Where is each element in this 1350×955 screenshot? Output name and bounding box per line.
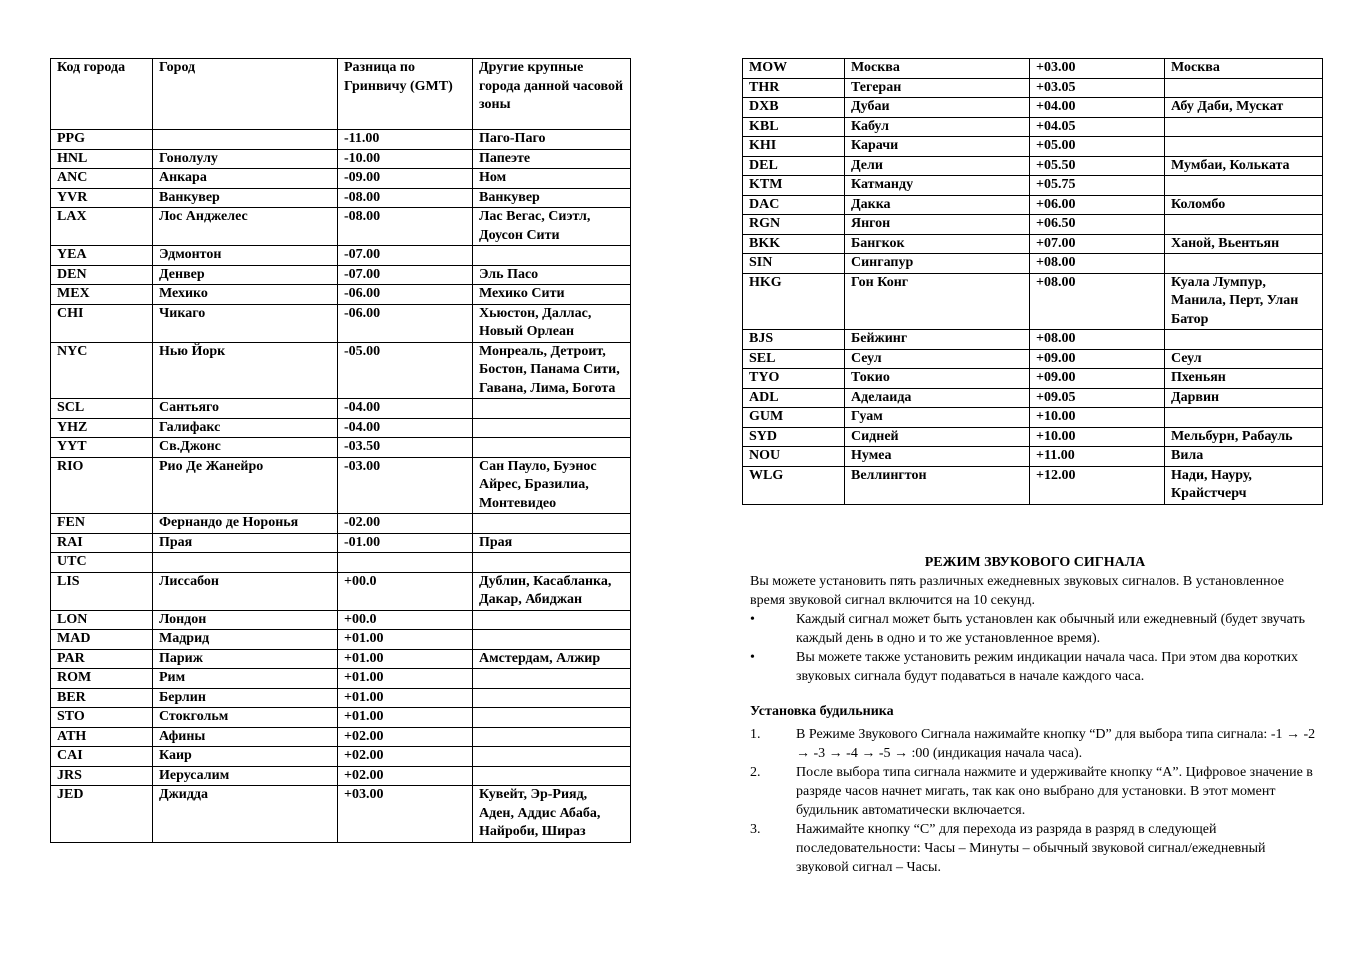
alarm-intro: Вы можете установить пять различных ежедневных звуковых сигналов. В установленное время звуковой сигнал включится на 10 секунд. — [750, 574, 1284, 608]
table-header-row — [51, 59, 631, 130]
other-cities-cell — [473, 727, 631, 747]
city-code-cell: STO — [51, 708, 153, 728]
city-name-cell: Афины — [153, 727, 338, 747]
city-code-cell: SYD — [743, 427, 845, 447]
other-cities-cell — [473, 514, 631, 534]
table-row — [51, 630, 631, 650]
other-cities-cell: Мумбаи, Кольката — [1165, 156, 1323, 176]
gmt-offset-cell: +04.05 — [1030, 117, 1165, 137]
bullet-text: Вы можете также установить режим индикации начала часа. При этом два коротких звуковых сигнала будут подаваться в начале каждого часа. — [796, 650, 1299, 684]
city-name-cell: Лос Анджелес — [153, 208, 338, 246]
other-cities-cell: Хьюстон, Даллас, Новый Орлеан — [473, 304, 631, 342]
other-cities-cell: Амстердам, Алжир — [473, 649, 631, 669]
gmt-offset-cell: +01.00 — [338, 688, 473, 708]
gmt-offset-cell: -03.00 — [338, 457, 473, 514]
other-cities-cell: Сан Пауло, Буэнос Айрес, Бразилиа, Монтевидео — [473, 457, 631, 514]
other-cities-cell: Абу Даби, Мускат — [1165, 98, 1323, 118]
other-cities-cell: Папеэте — [473, 149, 631, 169]
city-code-cell: GUM — [743, 408, 845, 428]
gmt-offset-cell: +07.00 — [1030, 234, 1165, 254]
city-code-cell: FEN — [51, 514, 153, 534]
gmt-offset-cell: +01.00 — [338, 630, 473, 650]
other-cities-cell — [473, 688, 631, 708]
gmt-offset-cell: -03.50 — [338, 438, 473, 458]
table-row — [51, 418, 631, 438]
gmt-offset-cell: -02.00 — [338, 514, 473, 534]
city-code-cell: HNL — [51, 149, 153, 169]
table-row — [51, 149, 631, 169]
other-cities-cell: Монреаль, Детроит, Бостон, Панама Сити, Гавана, Лима, Богота — [473, 342, 631, 399]
other-cities-cell: Москва — [1165, 59, 1323, 79]
other-cities-cell: Куала Лумпур, Манила, Перт, Улан Батор — [1165, 273, 1323, 330]
city-code-cell: RAI — [51, 533, 153, 553]
other-cities-cell — [473, 438, 631, 458]
gmt-offset-cell: -08.00 — [338, 188, 473, 208]
city-name-cell: Лиссабон — [153, 572, 338, 610]
gmt-offset-cell: +02.00 — [338, 766, 473, 786]
table-row — [51, 786, 631, 843]
table-row — [743, 78, 1323, 98]
other-cities-cell — [1165, 254, 1323, 274]
city-name-cell: Иерусалим — [153, 766, 338, 786]
city-name-cell — [153, 553, 338, 573]
table-row — [743, 447, 1323, 467]
city-code-cell: ANC — [51, 169, 153, 189]
gmt-offset-cell: -11.00 — [338, 130, 473, 150]
setup-title: Установка будильника — [750, 704, 894, 719]
gmt-offset-cell: +03.00 — [338, 786, 473, 843]
city-code-cell: CHI — [51, 304, 153, 342]
city-name-cell: Бейжинг — [845, 330, 1030, 350]
table-row — [743, 427, 1323, 447]
city-name-cell: Фернандо де Норонья — [153, 514, 338, 534]
city-code-cell: BER — [51, 688, 153, 708]
gmt-offset-cell: -07.00 — [338, 246, 473, 266]
other-cities-cell: Прая — [473, 533, 631, 553]
city-code-cell: ADL — [743, 388, 845, 408]
gmt-offset-cell: +10.00 — [1030, 408, 1165, 428]
gmt-offset-cell: +10.00 — [1030, 427, 1165, 447]
city-code-cell: YEA — [51, 246, 153, 266]
table-row — [51, 766, 631, 786]
table-row — [743, 215, 1323, 235]
city-code-cell: ATH — [51, 727, 153, 747]
gmt-offset-cell: -05.00 — [338, 342, 473, 399]
city-name-cell: Гон Конг — [845, 273, 1030, 330]
alarm-section — [750, 553, 1320, 877]
other-cities-cell — [1165, 408, 1323, 428]
gmt-offset-cell: +03.05 — [1030, 78, 1165, 98]
city-code-cell: NYC — [51, 342, 153, 399]
table-row — [51, 399, 631, 419]
table-row — [743, 273, 1323, 330]
table-row — [743, 369, 1323, 389]
table-row — [51, 610, 631, 630]
step-item — [750, 763, 1320, 820]
gmt-offset-cell: +11.00 — [1030, 447, 1165, 467]
city-name-cell: Веллингтон — [845, 466, 1030, 504]
timezone-table-left — [50, 58, 631, 843]
city-code-cell: ROM — [51, 669, 153, 689]
gmt-offset-cell: +04.00 — [1030, 98, 1165, 118]
gmt-offset-cell: +00.0 — [338, 572, 473, 610]
city-name-cell: Дакка — [845, 195, 1030, 215]
table-row — [743, 117, 1323, 137]
table-row — [51, 727, 631, 747]
city-name-cell: Кабул — [845, 117, 1030, 137]
step-text: Нажимайте кнопку “C” для перехода из разряда в разряд в следующей последовательности: Часы – Минуты – обычный звуковой сигнал/ежедневный звуковой сигнал – Часы. — [796, 822, 1266, 875]
step-item — [750, 725, 1320, 763]
city-name-cell: Сеул — [845, 349, 1030, 369]
city-name-cell: Янгон — [845, 215, 1030, 235]
table-row — [743, 330, 1323, 350]
other-cities-cell: Мехико Сити — [473, 285, 631, 305]
table-row — [743, 137, 1323, 157]
table-row — [743, 156, 1323, 176]
city-name-cell: Мехико — [153, 285, 338, 305]
other-cities-cell — [1165, 137, 1323, 157]
gmt-offset-cell: +06.50 — [1030, 215, 1165, 235]
gmt-offset-cell: +09.00 — [1030, 369, 1165, 389]
city-code-cell: WLG — [743, 466, 845, 504]
city-code-cell: PAR — [51, 649, 153, 669]
other-cities-cell — [1165, 117, 1323, 137]
city-code-cell: DXB — [743, 98, 845, 118]
gmt-offset-cell: +01.00 — [338, 649, 473, 669]
table-row — [51, 457, 631, 514]
city-code-cell: RIO — [51, 457, 153, 514]
table-row — [51, 304, 631, 342]
city-code-cell: MOW — [743, 59, 845, 79]
city-name-cell: Чикаго — [153, 304, 338, 342]
other-cities-cell: Вила — [1165, 447, 1323, 467]
other-cities-cell — [473, 610, 631, 630]
table-row — [51, 169, 631, 189]
city-name-cell: Мадрид — [153, 630, 338, 650]
city-name-cell: Сантьяго — [153, 399, 338, 419]
city-name-cell: Эдмонтон — [153, 246, 338, 266]
other-cities-cell — [473, 669, 631, 689]
other-cities-cell: Ванкувер — [473, 188, 631, 208]
bullet-marker: • — [750, 650, 755, 665]
gmt-offset-cell: +03.00 — [1030, 59, 1165, 79]
city-code-cell: JRS — [51, 766, 153, 786]
table-row — [51, 572, 631, 610]
other-cities-cell: Пхеньян — [1165, 369, 1323, 389]
city-name-cell: Карачи — [845, 137, 1030, 157]
city-name-cell: Катманду — [845, 176, 1030, 196]
city-name-cell: Ванкувер — [153, 188, 338, 208]
table-row — [51, 688, 631, 708]
city-code-cell: PPG — [51, 130, 153, 150]
step-text: В Режиме Звукового Сигнала нажимайте кнопку “D” для выбора типа сигнала: -1 → -2 → -3 → -4 → -5 → :00 (индикация начала часа). — [796, 727, 1316, 761]
table-row — [51, 514, 631, 534]
other-cities-cell — [473, 747, 631, 767]
city-name-cell — [153, 130, 338, 150]
city-code-cell: KTM — [743, 176, 845, 196]
table-row — [743, 195, 1323, 215]
city-name-cell: Прая — [153, 533, 338, 553]
other-cities-cell: Паго-Паго — [473, 130, 631, 150]
other-cities-cell — [473, 766, 631, 786]
city-code-cell: NOU — [743, 447, 845, 467]
city-name-cell: Лондон — [153, 610, 338, 630]
city-name-cell: Рим — [153, 669, 338, 689]
city-name-cell: Галифакс — [153, 418, 338, 438]
table-row — [743, 234, 1323, 254]
city-name-cell: Гуам — [845, 408, 1030, 428]
bullet-item — [750, 610, 1320, 648]
other-cities-cell — [473, 708, 631, 728]
city-code-cell: BKK — [743, 234, 845, 254]
table-row — [743, 349, 1323, 369]
city-code-cell: BJS — [743, 330, 845, 350]
bullet-item — [750, 648, 1320, 686]
alarm-title: РЕЖИМ ЗВУКОВОГО СИГНАЛА — [924, 555, 1146, 570]
city-name-cell: Св.Джонс — [153, 438, 338, 458]
step-number: 1. — [750, 727, 761, 742]
city-code-cell: DAC — [743, 195, 845, 215]
gmt-offset-cell: +05.75 — [1030, 176, 1165, 196]
city-name-cell: Рио Де Жанейро — [153, 457, 338, 514]
city-code-cell: SCL — [51, 399, 153, 419]
city-name-cell: Бангкок — [845, 234, 1030, 254]
table-row — [743, 254, 1323, 274]
gmt-offset-cell: -07.00 — [338, 265, 473, 285]
other-cities-cell: Лас Вегас, Сиэтл, Доусон Сити — [473, 208, 631, 246]
city-name-cell: Каир — [153, 747, 338, 767]
bullet-text: Каждый сигнал может быть установлен как обычный или ежедневный (будет звучать каждый день в одно и то же установленное время). — [796, 612, 1305, 646]
step-item — [750, 820, 1320, 877]
gmt-offset-cell: -09.00 — [338, 169, 473, 189]
gmt-offset-cell: +09.05 — [1030, 388, 1165, 408]
gmt-offset-cell — [338, 553, 473, 573]
other-cities-cell — [1165, 78, 1323, 98]
city-name-cell: Москва — [845, 59, 1030, 79]
other-cities-cell: Дублин, Касабланка, Дакар, Абиджан — [473, 572, 631, 610]
table-row — [51, 246, 631, 266]
city-code-cell: JED — [51, 786, 153, 843]
other-cities-cell: Ном — [473, 169, 631, 189]
other-cities-cell — [473, 630, 631, 650]
other-cities-cell: Ханой, Вьентьян — [1165, 234, 1323, 254]
other-cities-cell — [1165, 215, 1323, 235]
table-row — [51, 747, 631, 767]
gmt-offset-cell: +09.00 — [1030, 349, 1165, 369]
table-row — [743, 388, 1323, 408]
gmt-offset-cell: +00.0 — [338, 610, 473, 630]
table-row — [51, 208, 631, 246]
city-name-cell: Джидда — [153, 786, 338, 843]
city-name-cell: Гонолулу — [153, 149, 338, 169]
table-row — [743, 98, 1323, 118]
city-name-cell: Аделаида — [845, 388, 1030, 408]
city-code-cell: SIN — [743, 254, 845, 274]
city-name-cell: Сидней — [845, 427, 1030, 447]
city-name-cell: Париж — [153, 649, 338, 669]
table-row — [743, 408, 1323, 428]
city-code-cell: RGN — [743, 215, 845, 235]
gmt-offset-cell: +01.00 — [338, 708, 473, 728]
other-cities-cell: Мельбурн, Рабауль — [1165, 427, 1323, 447]
city-code-cell: MEX — [51, 285, 153, 305]
city-code-cell: HKG — [743, 273, 845, 330]
city-name-cell: Тегеран — [845, 78, 1030, 98]
city-code-cell: DEN — [51, 265, 153, 285]
city-code-cell: TYO — [743, 369, 845, 389]
city-code-cell: YVR — [51, 188, 153, 208]
other-cities-cell: Нади, Науру, Крайстчерч — [1165, 466, 1323, 504]
other-cities-cell: Кувейт, Эр-Рияд, Аден, Аддис Абаба, Найроби, Шираз — [473, 786, 631, 843]
gmt-offset-cell: +05.00 — [1030, 137, 1165, 157]
other-cities-cell — [473, 399, 631, 419]
table-row — [51, 265, 631, 285]
city-name-cell: Денвер — [153, 265, 338, 285]
table-row — [51, 669, 631, 689]
other-cities-cell — [1165, 330, 1323, 350]
column-header: Разница по Гринвичу (GMT) — [338, 59, 473, 130]
bullet-marker: • — [750, 612, 755, 627]
city-name-cell: Нумеа — [845, 447, 1030, 467]
city-code-cell: LAX — [51, 208, 153, 246]
gmt-offset-cell: -06.00 — [338, 304, 473, 342]
table-row — [51, 553, 631, 573]
other-cities-cell: Эль Пасо — [473, 265, 631, 285]
other-cities-cell: Сеул — [1165, 349, 1323, 369]
column-header: Другие крупные города данной часовой зоны — [473, 59, 631, 130]
table-row — [51, 285, 631, 305]
city-name-cell: Токио — [845, 369, 1030, 389]
city-code-cell: LON — [51, 610, 153, 630]
city-name-cell: Дели — [845, 156, 1030, 176]
column-header: Код города — [51, 59, 153, 130]
gmt-offset-cell: +02.00 — [338, 747, 473, 767]
step-text: После выбора типа сигнала нажмите и удерживайте кнопку “A”. Цифровое значение в разряде часов начнет мигать, так как оно выбрано для установки. В этот момент будильник автоматически включается. — [796, 765, 1313, 818]
city-code-cell: THR — [743, 78, 845, 98]
gmt-offset-cell: -10.00 — [338, 149, 473, 169]
gmt-offset-cell: +08.00 — [1030, 330, 1165, 350]
city-code-cell: MAD — [51, 630, 153, 650]
other-cities-cell — [473, 246, 631, 266]
timezone-table-right — [742, 58, 1323, 505]
gmt-offset-cell: -04.00 — [338, 399, 473, 419]
city-code-cell: UTC — [51, 553, 153, 573]
table-row — [743, 176, 1323, 196]
city-name-cell: Сингапур — [845, 254, 1030, 274]
table-row — [743, 466, 1323, 504]
city-code-cell: DEL — [743, 156, 845, 176]
gmt-offset-cell: -08.00 — [338, 208, 473, 246]
gmt-offset-cell: -04.00 — [338, 418, 473, 438]
city-name-cell: Анкара — [153, 169, 338, 189]
table-row — [743, 59, 1323, 79]
city-name-cell: Дубаи — [845, 98, 1030, 118]
step-number: 2. — [750, 765, 761, 780]
other-cities-cell — [1165, 176, 1323, 196]
city-code-cell: YHZ — [51, 418, 153, 438]
city-code-cell: LIS — [51, 572, 153, 610]
table-row — [51, 130, 631, 150]
other-cities-cell — [473, 553, 631, 573]
city-code-cell: KHI — [743, 137, 845, 157]
gmt-offset-cell: +01.00 — [338, 669, 473, 689]
table-row — [51, 649, 631, 669]
other-cities-cell: Коломбо — [1165, 195, 1323, 215]
city-code-cell: CAI — [51, 747, 153, 767]
city-code-cell: SEL — [743, 349, 845, 369]
gmt-offset-cell: -06.00 — [338, 285, 473, 305]
table-row — [51, 438, 631, 458]
gmt-offset-cell: -01.00 — [338, 533, 473, 553]
city-code-cell: YYT — [51, 438, 153, 458]
city-name-cell: Берлин — [153, 688, 338, 708]
other-cities-cell: Дарвин — [1165, 388, 1323, 408]
table-row — [51, 188, 631, 208]
column-header: Город — [153, 59, 338, 130]
city-name-cell: Стокгольм — [153, 708, 338, 728]
city-name-cell: Нью Йорк — [153, 342, 338, 399]
gmt-offset-cell: +08.00 — [1030, 254, 1165, 274]
gmt-offset-cell: +05.50 — [1030, 156, 1165, 176]
gmt-offset-cell: +02.00 — [338, 727, 473, 747]
table-row — [51, 708, 631, 728]
table-row — [51, 342, 631, 399]
city-code-cell: KBL — [743, 117, 845, 137]
gmt-offset-cell: +06.00 — [1030, 195, 1165, 215]
other-cities-cell — [473, 418, 631, 438]
gmt-offset-cell: +12.00 — [1030, 466, 1165, 504]
step-number: 3. — [750, 822, 761, 837]
gmt-offset-cell: +08.00 — [1030, 273, 1165, 330]
table-row — [51, 533, 631, 553]
